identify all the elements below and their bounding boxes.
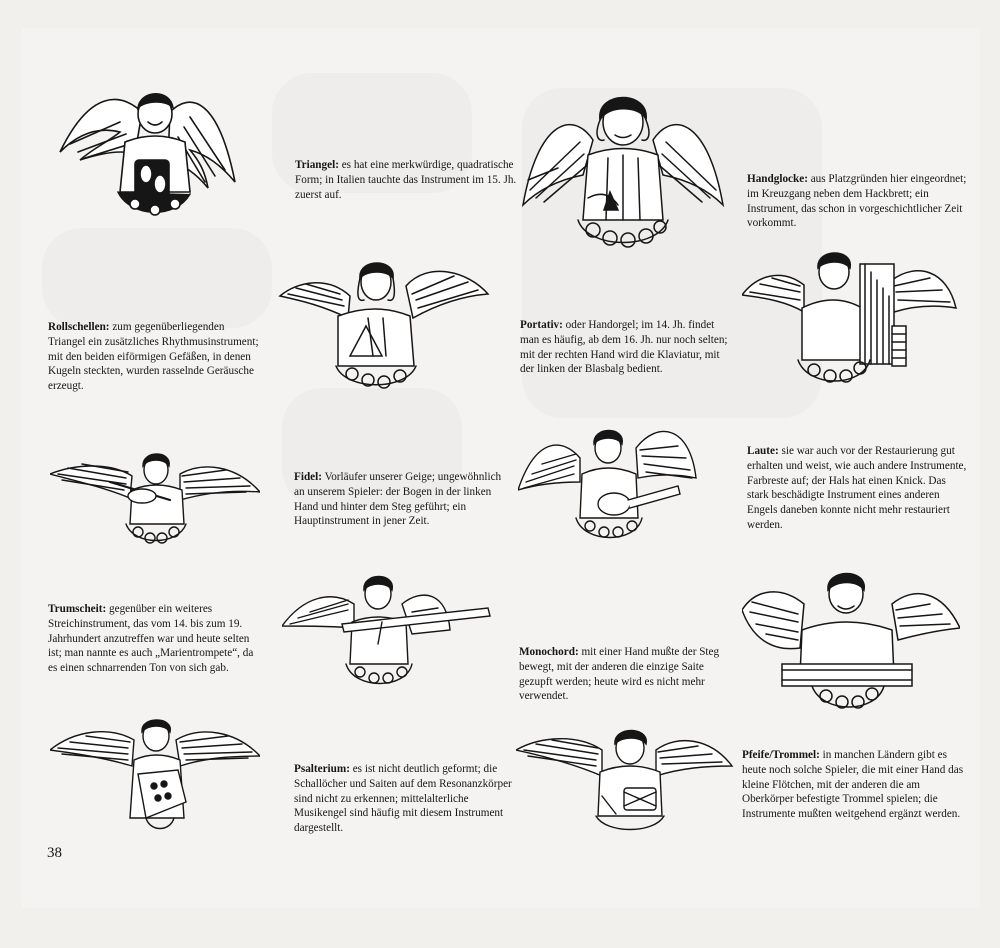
angel-illustration-trumscheit bbox=[282, 574, 492, 692]
angel-illustration-monochord bbox=[742, 568, 960, 716]
angel-illustration-portativ bbox=[742, 250, 957, 390]
entry-text: in manchen Ländern gibt es heute noch solche Spieler, die mit einer Hand das kleine Flötchen, mit der anderen die am Oberkörper befestigte Trommel spielen; die Instrumente mußten weitgehend ergänzt werden. bbox=[742, 749, 964, 821]
entry-text: Vorläufer unserer Geige; ungewöhnlich an unserem Spieler: der Bogen in der linken Hand und hinter dem Steg geführt; ein Hauptinstrument in jener Zeit. bbox=[294, 471, 502, 528]
entry-term: Pfeife/Trommel: bbox=[742, 749, 820, 761]
entry-pfeife-trommel bbox=[742, 748, 964, 822]
entry-text: es ist nicht deutlich geformt; die Schallöcher und Saiten auf dem Resonanzkörper sind nicht zu erkennen; mittelalterliche Musikengel sind häufig mit diesem Instrument dargestellt. bbox=[294, 763, 512, 835]
angel-illustration-triangel bbox=[278, 256, 490, 391]
angel-drawing bbox=[50, 72, 240, 222]
angel-illustration-laute bbox=[518, 418, 698, 546]
angel-illustration-handglocke bbox=[518, 80, 728, 255]
angel-drawing bbox=[50, 718, 260, 836]
bleed-through-shadow bbox=[42, 228, 272, 328]
angel-drawing bbox=[518, 80, 728, 255]
angel-drawing bbox=[516, 726, 734, 836]
entry-triangel bbox=[295, 158, 525, 202]
entry-term: Rollschellen: bbox=[48, 321, 110, 333]
angel-illustration-pfeife-trommel bbox=[516, 726, 734, 836]
entry-text: mit einer Hand mußte der Steg bewegt, mit der anderen die einzige Saite gezupft werden; heute wird es nicht mehr verwendet. bbox=[519, 646, 720, 703]
entry-term: Monochord: bbox=[519, 646, 579, 658]
entry-handglocke bbox=[747, 172, 969, 231]
angel-illustration-rollschellen bbox=[50, 72, 240, 222]
entry-monochord bbox=[519, 645, 737, 704]
entry-term: Triangel: bbox=[295, 159, 339, 171]
angel-drawing bbox=[50, 452, 260, 547]
angel-drawing bbox=[742, 250, 957, 390]
entry-term: Handglocke: bbox=[747, 173, 808, 185]
angel-illustration-fidel bbox=[50, 452, 260, 547]
entry-text: aus Platzgründen hier eingeordnet; im Kreuzgang neben dem Hackbrett; ein Instrument, das schon in vorgeschichtlicher Zeit vorkommt. bbox=[747, 173, 967, 230]
entry-text: es hat eine merkwürdige, quadratische Form; in Italien tauchte das Instrument im 15. Jh. zuerst auf. bbox=[295, 159, 517, 201]
entry-term: Trumscheit: bbox=[48, 603, 107, 615]
angel-drawing bbox=[282, 574, 492, 692]
angel-drawing bbox=[742, 568, 960, 716]
entry-laute bbox=[747, 444, 969, 533]
entry-psalterium bbox=[294, 762, 516, 836]
entry-term: Portativ: bbox=[520, 319, 563, 331]
page-number: 38 bbox=[47, 845, 62, 861]
angel-illustration-psalterium bbox=[50, 718, 260, 836]
entry-term: Fidel: bbox=[294, 471, 322, 483]
angel-drawing bbox=[278, 256, 490, 391]
entry-text: sie war auch vor der Restaurierung gut erhalten und weist, wie auch andere Instrumente, Farbreste auf; der Hals hat einen Knick. Das stark beschädigte Instrument eines anderen Engels daneben konnte nicht mehr restauriert werden. bbox=[747, 445, 967, 531]
entry-text: gegenüber ein weiteres Streichinstrument, das vom 14. bis zum 19. Jahrhundert anzutreffen war und heute selten ist; man nannte es auch „Marientrompete“, da es einen schnarrenden Ton von sich gab. bbox=[48, 603, 254, 675]
entry-term: Psalterium: bbox=[294, 763, 350, 775]
entry-fidel bbox=[294, 470, 514, 529]
entry-trumscheit bbox=[48, 602, 260, 676]
entry-portativ bbox=[520, 318, 732, 377]
angel-drawing bbox=[518, 418, 698, 546]
entry-text: oder Handorgel; im 14. Jh. findet man es häufig, ab dem 16. Jh. nur noch selten; mit der rechten Hand wird die Klaviatur, mit der linken der Blasbalg bedient. bbox=[520, 319, 728, 376]
entry-text: zum gegenüberliegenden Triangel ein zusätzliches Rhythmusinstrument; mit den beiden eiförmigen Gefäßen, in denen Kugeln steckten, wurden rasselnde Geräusche erzeugt. bbox=[48, 321, 259, 393]
entry-rollschellen bbox=[48, 320, 263, 394]
entry-term: Laute: bbox=[747, 445, 779, 457]
